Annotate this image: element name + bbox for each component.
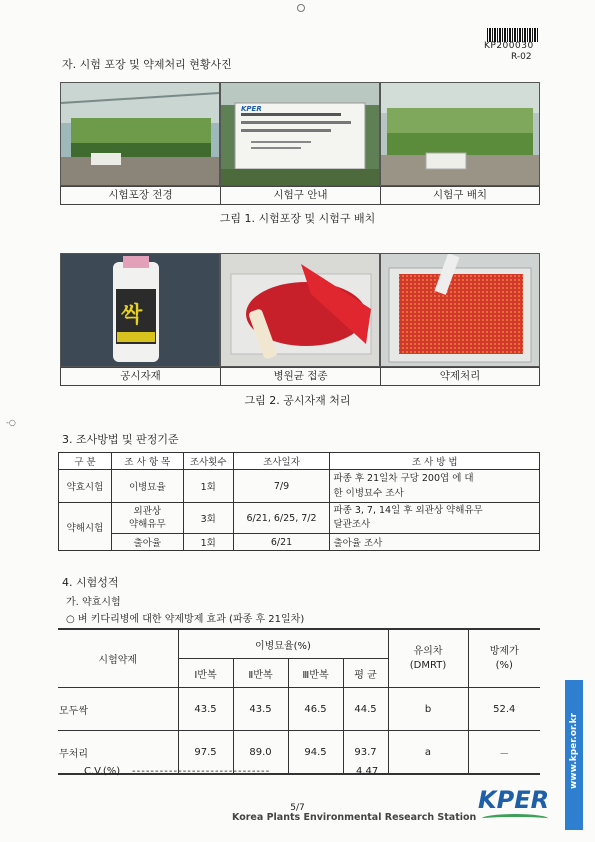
section4-title: 4. 시험성적	[62, 576, 119, 589]
cell-method	[330, 503, 540, 534]
doc-code: KP200030	[484, 41, 534, 51]
photo-chemical-treatment	[380, 253, 540, 367]
bottle-label: 싹	[121, 303, 143, 328]
method-line: 달관조사	[333, 519, 371, 530]
photo-test-material	[60, 253, 220, 367]
cell-count: 1회	[183, 470, 233, 503]
header-date: 조사일자	[233, 453, 330, 470]
caption-pathogen-inoculation: 병원균 접종	[221, 368, 381, 385]
table-row	[58, 688, 540, 731]
side-url-bar	[565, 680, 583, 830]
caption-chemical-treatment: 약제처리	[439, 370, 481, 382]
header-mean: 평 균	[343, 659, 388, 688]
cell-sig: b	[388, 688, 468, 731]
cell-agent: 모두싹	[58, 688, 178, 731]
logo-swoosh	[482, 814, 548, 823]
method-table	[58, 452, 540, 551]
header-agent: 시험약제	[58, 629, 178, 688]
header-efficacy-line: 방제가	[489, 645, 519, 657]
result-table	[58, 628, 540, 775]
header-rep3: Ⅲ반복	[288, 659, 343, 688]
doc-rev: R-02	[511, 52, 532, 62]
cell-rep3: 46.5	[288, 688, 343, 731]
cv-value: 4.47	[356, 766, 379, 777]
item-line: 외관상	[133, 506, 162, 517]
footer-org: Korea Plants Environmental Research Station	[232, 812, 477, 823]
cell-group: 약해시험	[59, 503, 112, 551]
sign-logo: KPER	[241, 105, 262, 113]
header-item: 조 사 항 목	[111, 453, 183, 470]
header-rate: 이병묘율(%)	[178, 629, 388, 659]
figure2-caption-row	[60, 367, 540, 386]
header-sig-line: (DMRT)	[409, 659, 447, 671]
cell-count: 1회	[183, 534, 233, 551]
header-sig-line: 유의차	[413, 645, 443, 657]
cell-mean: 44.5	[343, 688, 388, 731]
cell-rep2: 89.0	[233, 731, 288, 775]
photo-field-overview	[60, 82, 220, 186]
side-url: www.kper.or.kr	[569, 712, 579, 790]
section4-subtitle: 가. 약효시험	[66, 597, 121, 608]
cell-item: 출아율	[111, 534, 183, 551]
kper-logo: KPER	[478, 786, 550, 814]
cell-efficacy: 52.4	[468, 688, 540, 731]
photo-pathogen-inoculation	[220, 253, 380, 367]
cell-item	[111, 503, 183, 534]
cell-item: 이병묘율	[111, 470, 183, 503]
cell-rep1: 43.5	[178, 688, 233, 731]
table-row	[59, 503, 540, 534]
caption-test-material: 공시자재	[61, 368, 221, 385]
cell-method: 출아율 조사	[330, 534, 540, 551]
header-group: 구 분	[59, 453, 112, 470]
cell-rep1: 97.5	[178, 731, 233, 775]
header-rep2: Ⅱ반복	[233, 659, 288, 688]
cell-rep3: 94.5	[288, 731, 343, 775]
photo-plot-arrangement	[380, 82, 540, 186]
item-line: 약해유무	[128, 519, 166, 530]
cell-date: 6/21, 6/25, 7/2	[233, 503, 330, 534]
table-row	[58, 731, 540, 775]
top-mark	[297, 4, 305, 12]
caption-plot-sign: 시험구 안내	[221, 187, 381, 204]
table-row	[59, 470, 540, 503]
method-table-header	[59, 453, 540, 470]
cell-method	[330, 470, 540, 503]
header-sig	[388, 629, 468, 688]
caption-plot-arrangement: 시험구 배치	[432, 189, 488, 201]
section3-title: 3. 조사방법 및 판정기준	[62, 433, 179, 446]
cv-label: C.V.(%)	[84, 766, 121, 777]
figure1-title: 그림 1. 시험포장 및 시험구 배치	[219, 212, 376, 225]
cell-count: 3회	[183, 503, 233, 534]
figure1-caption-row	[60, 186, 540, 205]
cell-agent: 무처리	[58, 731, 178, 775]
result-header-row	[58, 629, 540, 659]
section4-bullet: ○ 벼 키다리병에 대한 약제방제 효과 (파종 후 21일차)	[66, 614, 305, 625]
header-rep1: Ⅰ반복	[178, 659, 233, 688]
caption-field-overview: 시험포장 전경	[61, 187, 221, 204]
table-row	[59, 534, 540, 551]
margin-mark: -○	[6, 418, 16, 427]
cell-group: 약효시험	[59, 470, 112, 503]
photo-plot-sign	[220, 82, 380, 186]
header-count: 조사횟수	[183, 453, 233, 470]
method-line: 파종 3, 7, 14일 후 외관상 약해유무	[333, 505, 483, 516]
cell-efficacy: －	[468, 731, 540, 775]
method-line: 파종 후 21일차 구당 200엽 에 대	[333, 473, 474, 484]
figure2-title: 그림 2. 공시자재 처리	[244, 394, 351, 407]
page-number: 5/7	[290, 803, 305, 813]
section-photo-title: 자. 시험 포장 및 약제처리 현황사진	[62, 58, 232, 71]
cell-date: 7/9	[233, 470, 330, 503]
header-efficacy-line: (%)	[495, 659, 513, 671]
barcode	[487, 28, 539, 42]
header-efficacy	[468, 629, 540, 688]
method-line: 한 이병묘수 조사	[333, 488, 404, 499]
cv-dashes: ------------------------------	[132, 766, 271, 777]
cell-rep2: 43.5	[233, 688, 288, 731]
header-method: 조 사 방 법	[330, 453, 540, 470]
cell-date: 6/21	[233, 534, 330, 551]
cell-sig: a	[388, 731, 468, 775]
cell-mean: 93.7	[343, 731, 388, 775]
